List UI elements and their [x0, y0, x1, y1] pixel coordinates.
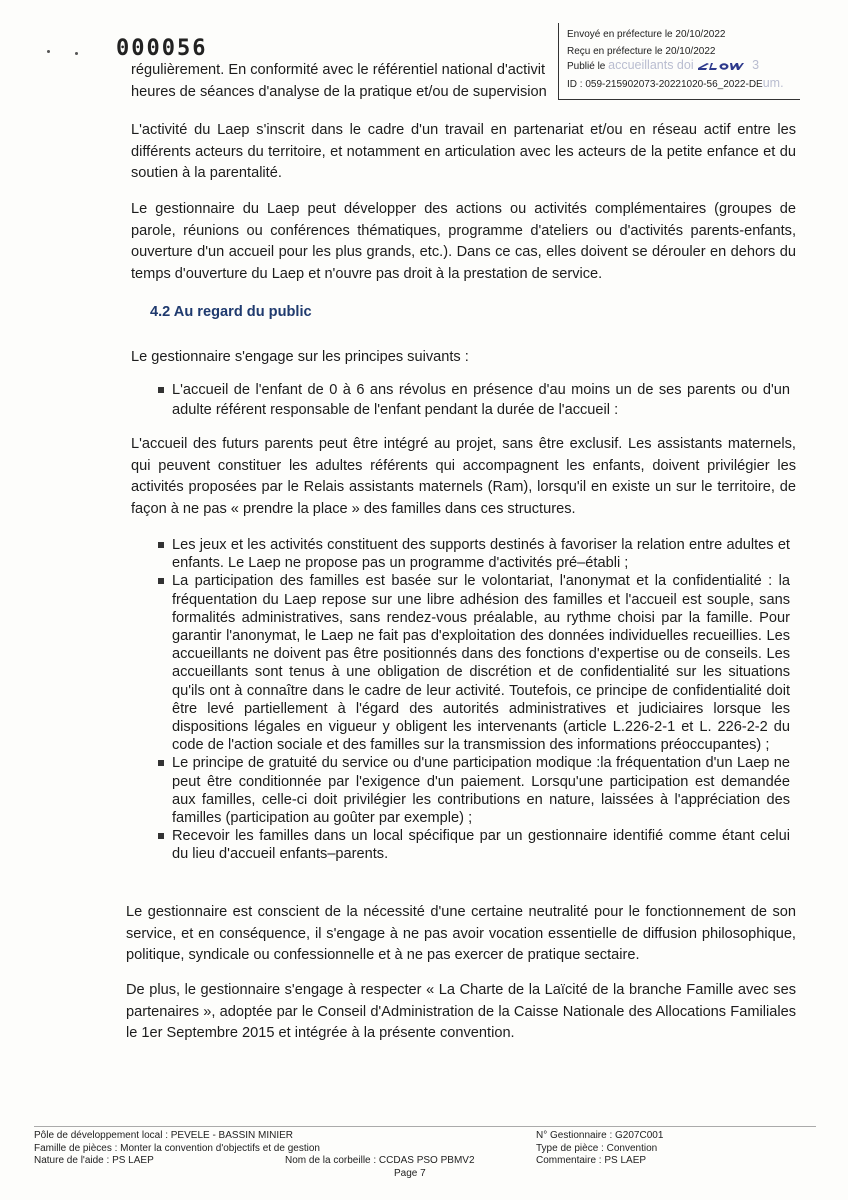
footer-page-number: Page 7 — [394, 1168, 426, 1179]
stamp-received-date: Reçu en préfecture le 20/10/2022 — [567, 46, 716, 58]
principle-list-2 — [158, 536, 790, 864]
bullet-square-icon — [158, 833, 164, 839]
footer-divider — [34, 1126, 816, 1127]
paragraph-partnership: L'activité du Laep s'inscrit dans le cadre d'un travail en partenariat et/ou en réseau actif entre les différents acteurs du territoire, et notamment en articulation avec les acteurs de la petite enfance et du soutien à la parentalité. — [131, 122, 796, 181]
list-item — [158, 536, 790, 572]
stamp-ghost-digit: 3 — [752, 57, 760, 72]
footer-corbeille: Nom de la corbeille : CCDAS PSO PBMV2 — [285, 1155, 475, 1166]
bullet-square-icon — [158, 760, 164, 766]
paragraph-principles-intro: Le gestionnaire s'engage sur les principes suivants : — [131, 349, 469, 365]
footer-type: Type de pièce : Convention — [536, 1142, 658, 1154]
slow-logo-icon — [697, 61, 749, 71]
stamp-ghost-text: accueillants doi — [608, 57, 694, 72]
scan-speck — [47, 50, 50, 53]
bullet-square-icon — [158, 578, 164, 584]
footer-commentaire: Commentaire : PS LAEP — [536, 1155, 647, 1167]
bullet-square-icon — [158, 387, 164, 393]
paragraph-continued-line-1: régulièrement. En conformité avec le référentiel national d'activit — [131, 62, 546, 78]
list-item-text: Le principe de gratuité du service ou d'une participation modique :la fréquentation d'un Laep ne peut être conditionnée par l'exigence d'un paiement. Lorsqu'une participation est demandée aux familles, celle-ci doit privilégier les contributions en nature, laissées à l'appréciation des familles (participation au goûter par exemple) ; — [172, 755, 790, 827]
section-heading: 4.2 Au regard du public — [150, 304, 312, 320]
prefecture-stamp — [558, 23, 800, 100]
footer-left-block — [34, 1130, 320, 1168]
stamp-id-line — [567, 77, 800, 91]
list-item — [158, 754, 790, 827]
stamp-published-label: Publié le — [567, 60, 606, 72]
paragraph-future-parents: L'accueil des futurs parents peut être intégré au projet, sans être exclusif. Les assistants maternels, qui peuvent constituer les adultes référents qui accompagnent les enfants, doivent privilégier les activités proposées par le Relais assistants maternels (Ram), lorsqu'il en existe un sur le territoire, de façon à ne pas « prendre la place » des familles dans ces structures. — [131, 436, 796, 517]
footer-pole: Pôle de développement local : PEVELE - BASSIN MINIER — [34, 1130, 294, 1141]
list-item — [158, 381, 790, 420]
list-item — [158, 572, 790, 754]
paragraph-continued-line-2: heures de séances d'analyse de la pratique et/ou de supervision — [131, 84, 547, 100]
list-item — [158, 827, 790, 863]
footer-right-block — [536, 1130, 663, 1168]
stamp-published-line — [567, 59, 800, 73]
list-item-text: Les jeux et les activités constituent des supports destinés à favoriser la relation entre adultes et enfants. Le Laep ne propose pas un programme d'activités pré–établi ; — [172, 537, 790, 572]
paragraph-complementary-activities: Le gestionnaire du Laep peut développer des actions ou activités complémentaires (groupes de parole, réunions ou conférences thématiques, programme d'ateliers ou d'activités parents-enfants, ouverture d'un accueil pour les plus grands, etc.). Dans ce cas, elles doivent se dérouler en dehors du temps d'ouverture du Laep et n'ouvre pas droit à la prestation de service. — [131, 201, 796, 282]
footer-nature: Nature de l'aide : PS LAEP — [34, 1155, 154, 1167]
bullet-square-icon — [158, 542, 164, 548]
stamp-ghost-tail: um. — [762, 76, 784, 91]
paragraph-laicite-charter: De plus, le gestionnaire s'engage à respecter « La Charte de la Laïcité de la branche Famille avec ses partenaires », adoptée par le Conseil d'Administration de la Caisse Nationale des Allocations Familiales le 1er Septembre 2015 et intégrée à la présente convention. — [126, 982, 796, 1041]
paragraph-neutrality: Le gestionnaire est conscient de la nécessité d'une certaine neutralité pour le fonctionnement de son service, et en conséquence, il s'engage à ne pas avoir vocation essentielle de diffusion philosophique, politique, syndicale ou confessionnelle et à ne pas exercer de pratique sectaire. — [126, 904, 796, 963]
scan-speck — [75, 52, 78, 55]
footer-famille: Famille de pièces : Monter la convention d'objectifs et de gestion — [34, 1142, 320, 1154]
stamp-sent-date: Envoyé en préfecture le 20/10/2022 — [567, 29, 726, 40]
stamp-id: ID : 059-215902073-20221020-56_2022-DE — [567, 79, 763, 91]
list-item-text: La participation des familles est basée sur le volontariat, l'anonymat et la confidentialité : la fréquentation du Laep repose sur une libre adhésion des familles et l'accueil est souple, sans formalités administratives, sans rendez-vous préalable, au rythme choisi par la famille. Pour garantir l'anonymat, le Laep ne fait pas d'exploitation des données individuelles recueillies. Les accueillants ne doivent pas être positionnés dans des fonctions d'expertise ou de conseils. Les accueillants sont tenus à une obligation de discrétion et de confidentialité sur les situations qu'ils ont à connaître dans le cadre de leur activité. Toutefois, ce principe de confidentialité doit être levé partiellement à l'égard des autorités administratives et judiciaires lorsque les dispositions légales en vigueur y obligent les intervenants (article L.226-2-1 et L. 226-2-2 du code de l'action sociale et des familles sur la transmission des informations préoccupantes) ; — [172, 573, 790, 754]
list-item-text: L'accueil de l'enfant de 0 à 6 ans révolus en présence d'au moins un de ses parents ou d'un adulte référent responsable de l'enfant pendant la durée de l'accueil : — [172, 382, 790, 418]
footer-gestionnaire: N° Gestionnaire : G207C001 — [536, 1130, 664, 1141]
principle-list-1 — [158, 381, 790, 420]
list-item-text: Recevoir les familles dans un local spécifique par un gestionnaire identifié comme étant celui du lieu d'accueil enfants–parents. — [172, 828, 790, 863]
page-code-stamp: 000056 — [116, 36, 208, 61]
